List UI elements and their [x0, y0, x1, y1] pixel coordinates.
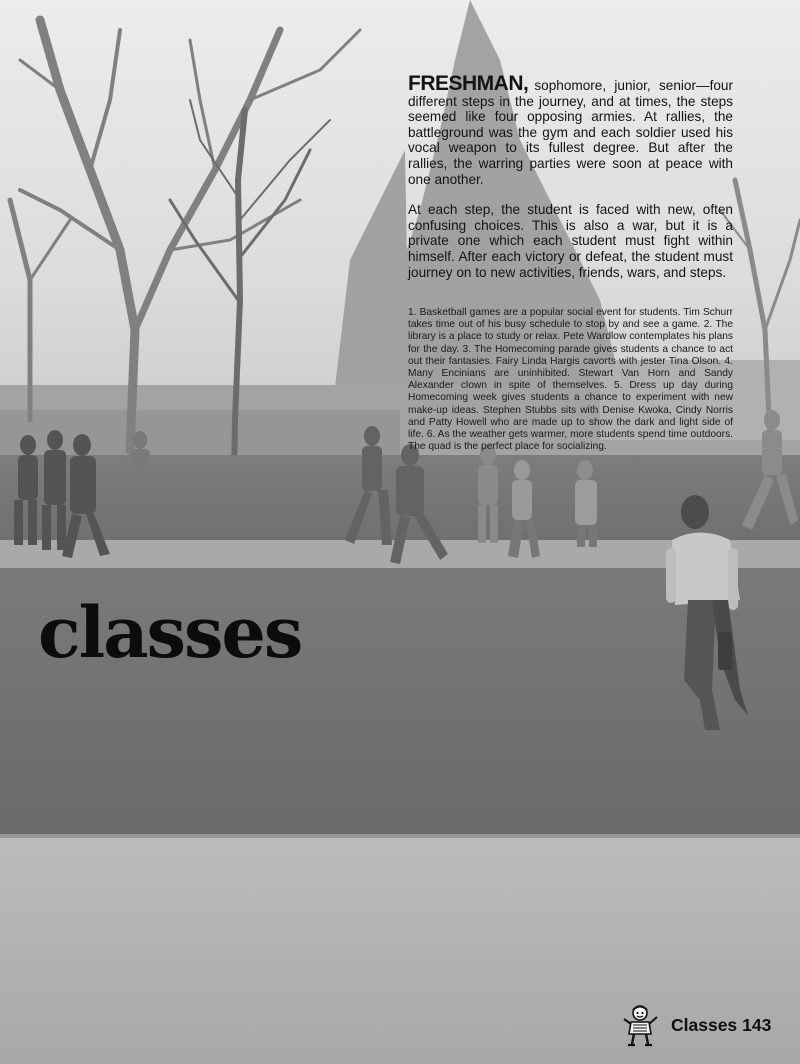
lead-word: FRESHMAN,: [408, 72, 529, 95]
paragraph-1-text: sophomore, junior, senior—four different steps in the journey, and at times, the steps seemed like four opposing armies. At rallies, the battleground was the gym and each soldier used his vocal weapon to its fullest degree. But after the rallies, the warring parties were soon at peace with one another.: [408, 78, 733, 187]
intro-text: [408, 72, 733, 295]
page-number: 143: [742, 1015, 772, 1035]
section-title: classes: [38, 591, 302, 674]
intro-paragraph-1: [408, 72, 733, 187]
folio-label: [671, 1015, 771, 1036]
page-folio: [620, 1003, 780, 1047]
photo-captions: 1. Basketball games are a popular social event for students. Tim Schurr takes time out of his busy schedule to stop by and see a game. 2. The library is a place to study or relax. Pete Wardlow contemplates his plans for the day. 3. The Homecoming parade gives students a chance to act out their fantasies. Fairy Linda Hargis cavorts with jester Tina Olson. 4. Many Encinians are uninhibited. Stewart Van Horn and Sandy Alexander clown in spite of themselves. 5. Dress up day during Homecoming week gives students a chance to experiment with new make-up ideas. Stephen Stubbs sits with Denise Kwoka, Cindy Norris and Patty Howell who are made up to show the dark and light side of life. 6. As the weather gets warmer, more students spend time outdoors. The quad is the perfect place for socializing.: [408, 307, 733, 453]
intro-paragraph-2: At each step, the student is faced with new, often confusing choices. This is also a war, but it is a private one which each student must fight within himself. After each victory or defeat, the student must journey on to new activities, friends, wars, and steps.: [408, 202, 733, 280]
mascot-icon: [620, 1003, 660, 1047]
folio-section: Classes: [671, 1015, 738, 1035]
